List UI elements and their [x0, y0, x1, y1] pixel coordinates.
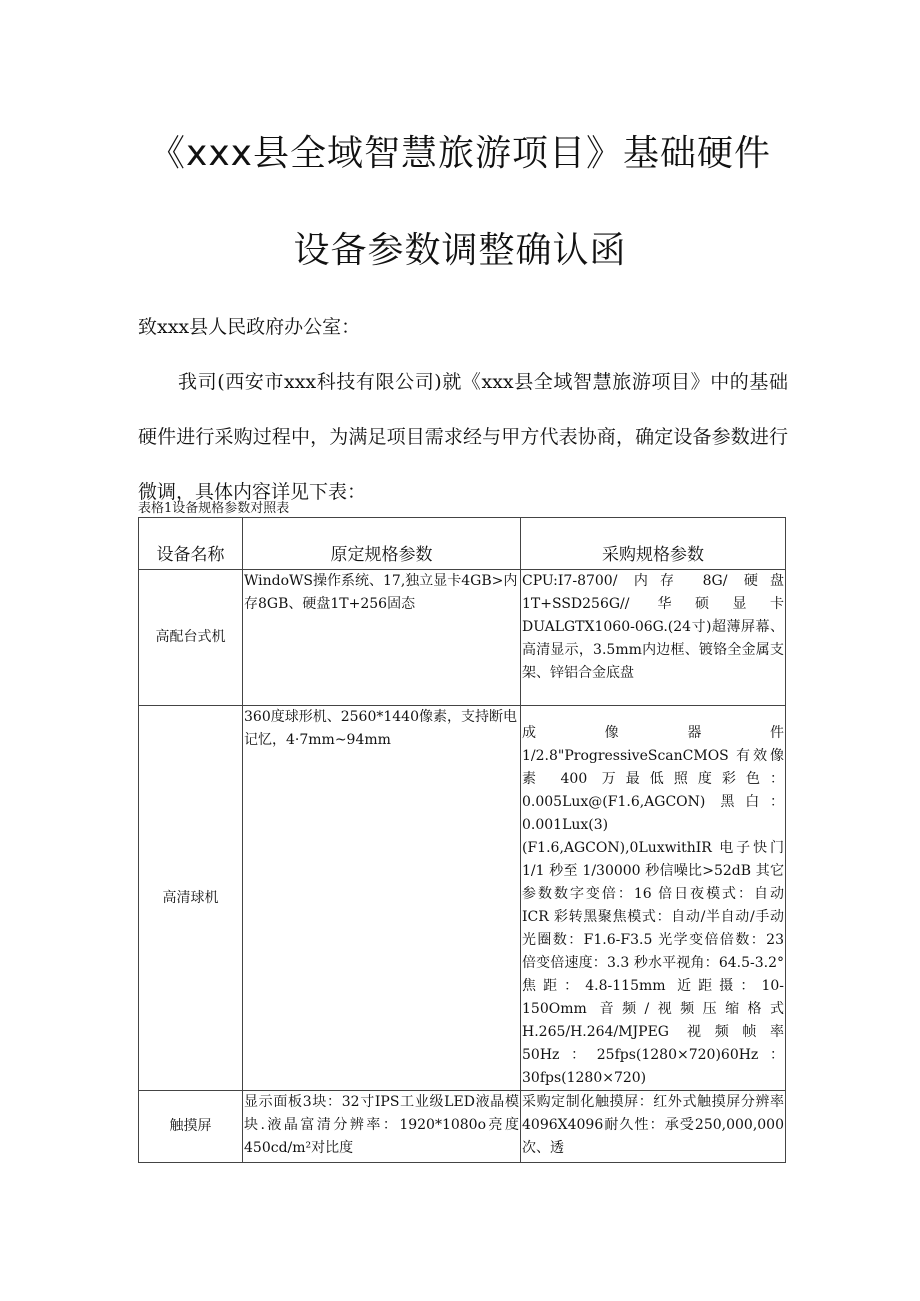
purchase-spec: CPU:I7-8700/ 内存 8G/ 硬盘 1T+SSD256G// 华硕显卡 DUALGTX1060-06G.(24寸)超薄屏幕、高清显示，3.5mm内边框、镀铬全金属支架、锌铝合金底盘	[521, 570, 786, 706]
original-spec: 显示面板3块：32寸IPS工业级LED液晶模块.液晶富清分辨率：1920*1080o亮度450cd/m²对比度	[243, 1091, 521, 1163]
spec-comparison-table	[138, 517, 786, 1163]
purchase-spec: 采购定制化触摸屏：红外式触摸屏分辨率4096X4096耐久性：承受250,000,000次、透	[521, 1091, 786, 1163]
device-name: 触摸屏	[139, 1091, 243, 1163]
header-purchase-spec: 采购规格参数	[521, 518, 786, 570]
document-title-line1: 《xxx县全域智慧旅游项目》基础硬件	[149, 133, 771, 174]
original-spec: 360度球形机、2560*1440像素，支持断电记忆，4·7mm~94mm	[243, 706, 521, 1091]
document-title-line2: 设备参数调整确认函	[293, 230, 627, 271]
purchase-spec	[521, 706, 786, 1091]
table-caption: 表格1设备规格参数对照表	[138, 501, 290, 516]
device-name: 高配台式机	[139, 570, 243, 706]
table-row	[139, 706, 786, 1091]
table-header-row	[139, 518, 786, 570]
original-spec: WindoWS操作系统、17,独立显卡4GB>内存8GB、硬盘1T+256固态	[243, 570, 521, 706]
header-device-name: 设备名称	[139, 518, 243, 570]
header-original-spec: 原定规格参数	[243, 518, 521, 570]
table-row	[139, 570, 786, 706]
purchase-spec-text: 成像器件 1/2.8"ProgressiveScanCMOS 有效像素 400 万最低照度彩色：0.005Lux@(F1.6,AGCON) 黑白：0.001Lux(3)(F1.6,AGCON),0LuxwithIR 电子快门 1/1 秒至 1/30000 秒信噪比>52dB 其它参数数字变倍：16 倍日夜模式：自动 ICR 彩转黑聚焦模式：自动/半自动/手动光圈数：F1.6-F3.5 光学变倍倍数：23 倍变倍速度：3.3 秒水平视角：64.5-3.2°焦距：4.8-115mm 近距摄：10-150Omm 音频/视频压缩格式 H.265/H.264/MJPEG 视频帧率 50Hz：25fps(1280×720)60Hz：30fps(1280×720)	[522, 725, 784, 1086]
body-paragraph: 我司(西安市xxx科技有限公司)就《xxx县全域智慧旅游项目》中的基础硬件进行采购过程中，为满足项目需求经与甲方代表协商，确定设备参数进行微调，具体内容详见下表：	[138, 371, 788, 503]
table-row	[139, 1091, 786, 1163]
salutation: 致xxx县人民政府办公室：	[138, 316, 361, 338]
device-name: 高清球机	[139, 706, 243, 1091]
